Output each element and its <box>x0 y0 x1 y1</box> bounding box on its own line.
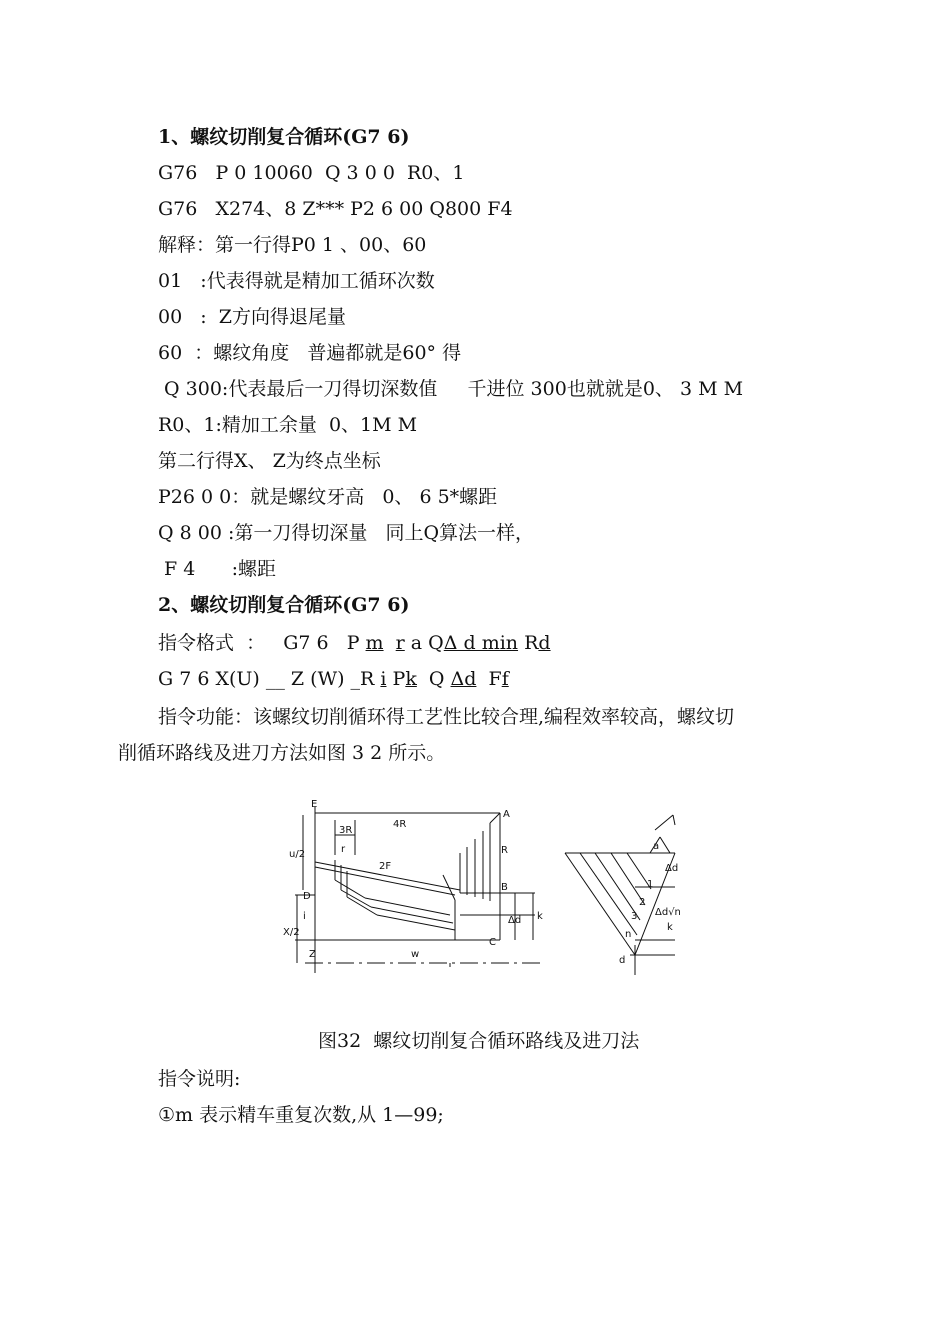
label-C: C <box>489 937 496 948</box>
label-2F: 2F <box>379 861 392 872</box>
label-right-k: k <box>667 922 673 933</box>
explanation-line: R0、1:精加工余量 0、1M M <box>158 414 418 436</box>
section3-title: 指令说明: <box>158 1068 241 1090</box>
label-n: n <box>625 929 632 940</box>
param-m: m <box>365 632 384 654</box>
function-paragraph-line1: 指令功能：该螺纹切削循环得工艺性比较合理,编程效率较高，螺纹切 <box>158 706 735 728</box>
format-prefix: 指令格式 ： G7 6 P <box>158 632 360 654</box>
code-line: G76 P 0 10060 Q 3 0 0 R0、1 <box>158 162 465 184</box>
instruction-syntax <box>158 666 509 692</box>
label-E: E <box>311 799 318 810</box>
explanation-line: Q 300:代表最后一刀得切深数值 千进位 300也就就是0、 3 M M <box>158 378 744 400</box>
syntax-k: k <box>405 668 417 690</box>
label-r: r <box>341 844 346 855</box>
label-B: B <box>501 882 508 893</box>
section2-title: 2、螺纹切削复合循环(G7 6) <box>158 594 410 616</box>
label-1: 1 <box>647 879 654 890</box>
explanation-line: 60 ：螺纹角度 普遍都就是60° 得 <box>158 342 462 364</box>
label-u2: u/2 <box>289 849 306 860</box>
explanation-line: Q 8 00 :第一刀得切深量 同上Q算法一样， <box>158 522 535 544</box>
label-a: a <box>653 841 660 852</box>
label-w: w <box>411 949 420 960</box>
label-k: k <box>537 911 543 922</box>
explanation-line: P26 0 0：就是螺纹牙高 0、 6 5*螺距 <box>158 486 498 508</box>
label-ddn: Δd√n <box>655 907 681 918</box>
syntax-f: f <box>501 668 509 690</box>
code-line: G76 X274、8 Z*** P2 6 00 Q800 F4 <box>158 198 513 220</box>
label-Z: Z <box>309 949 316 960</box>
label-R: R <box>501 845 508 856</box>
syntax-P: P <box>386 668 406 690</box>
param-d: d <box>538 632 551 654</box>
function-paragraph-line2: 削循环路线及进刀方法如图 3 2 所示。 <box>118 742 446 764</box>
label-x2: X/2 <box>283 927 300 938</box>
thread-cycle-figure <box>275 795 681 985</box>
label-dd: Δd <box>508 915 522 926</box>
param-r: r <box>395 632 405 654</box>
label-2: 2 <box>639 897 646 908</box>
syntax-Q: Q <box>416 668 451 690</box>
param-a: a Q <box>404 632 444 654</box>
label-D: D <box>303 891 311 902</box>
explanation-line: F 4 :螺距 <box>158 558 276 580</box>
syntax-F: F <box>476 668 502 690</box>
label-A: A <box>503 809 510 820</box>
explanation-line: 解释：第一行得P0 1 、00、60 <box>158 234 427 256</box>
syntax-i: i <box>380 668 387 690</box>
param-dmin: Δ d min <box>443 632 519 654</box>
instruction-format <box>158 630 551 656</box>
explanation-line: 00 : Z方向得退尾量 <box>158 306 346 328</box>
label-3: 3 <box>631 911 638 922</box>
explanation-line: 第二行得X、 Z为终点坐标 <box>158 450 381 472</box>
label-i: i <box>303 911 306 922</box>
label-4R: 4R <box>393 819 407 830</box>
section1-title: 1、螺纹切削复合循环(G7 6) <box>158 126 410 148</box>
explanation-line: 01 :代表得就是精加工循环次数 <box>158 270 435 292</box>
item-1: ①m 表示精车重复次数,从 1—99; <box>158 1104 444 1126</box>
syntax-dd: Δd <box>450 668 477 690</box>
label-right-dd: Δd <box>665 863 679 874</box>
syntax-prefix: G 7 6 X(U) __ Z (W) _R <box>158 668 375 690</box>
label-3R: 3R <box>339 825 353 836</box>
param-R: R <box>518 632 539 654</box>
label-d: d <box>619 955 626 966</box>
figure-caption: 图32 螺纹切削复合循环路线及进刀法 <box>318 1030 640 1052</box>
